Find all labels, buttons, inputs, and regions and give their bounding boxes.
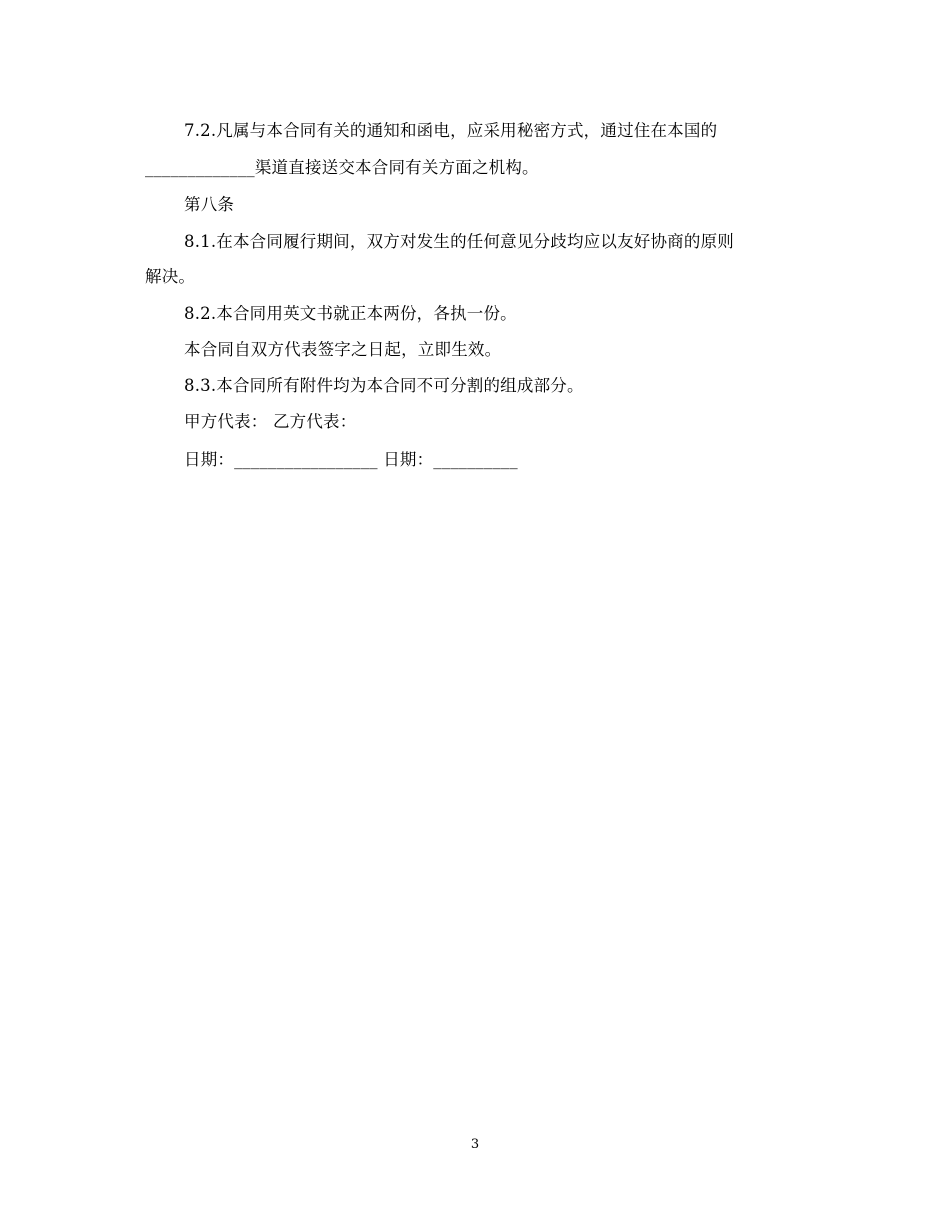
clause-8-1-text-line-2: 解决。	[145, 267, 196, 286]
clause-8-3-text: 8.3.本合同所有附件均为本合同不可分割的组成部分。	[184, 376, 584, 395]
clause-8-1-text-line-1: 8.1.在本合同履行期间，双方对发生的任何意见分歧均应以友好协商的原则	[184, 232, 734, 251]
representatives-line: 甲方代表： 乙方代表：	[184, 412, 357, 431]
clause-7-2-text-line-1: 7.2.凡属与本合同有关的通知和函电，应采用秘密方式，通过住在本国的	[184, 121, 718, 140]
dates-line: 日期：_________________ 日期：__________	[184, 450, 518, 469]
page-number: 3	[470, 1137, 480, 1152]
clause-7-2-text-line-2: _____________渠道直接送交本合同有关方面之机构。	[145, 158, 539, 177]
clause-8-2-text: 8.2.本合同用英文书就正本两份，各执一份。	[184, 304, 517, 323]
article-8-heading: 第八条	[184, 195, 235, 214]
effective-clause-text: 本合同自双方代表签字之日起，立即生效。	[184, 340, 502, 359]
